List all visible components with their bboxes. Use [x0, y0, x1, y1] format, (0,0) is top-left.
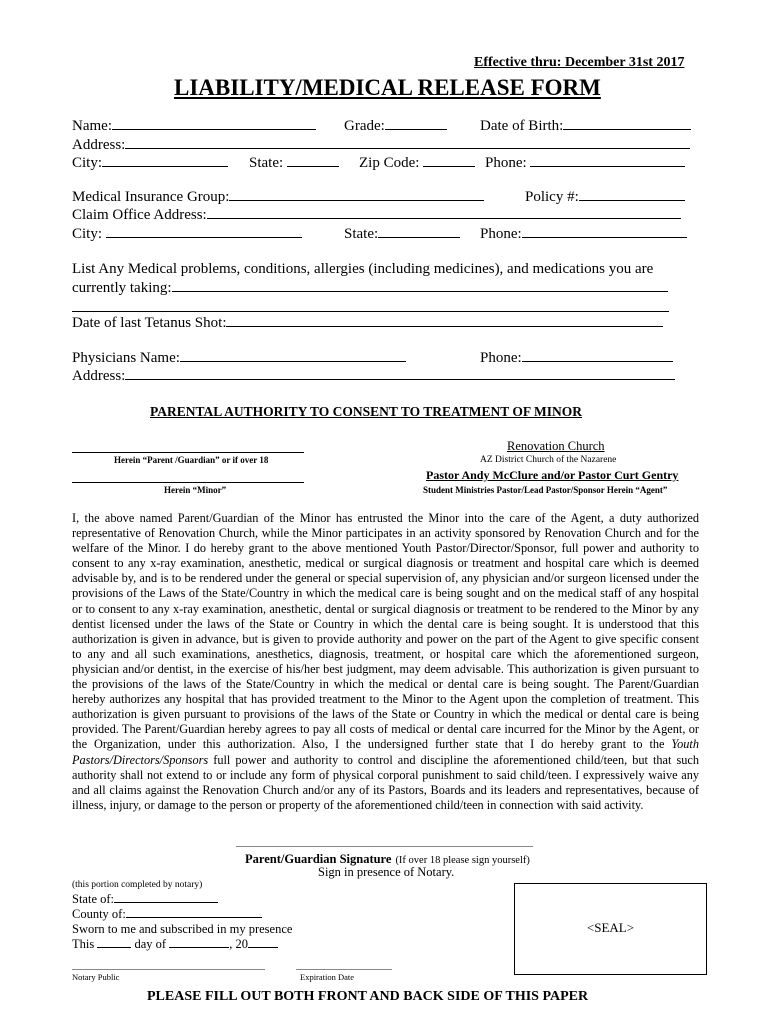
physician-name-row — [72, 349, 406, 367]
guardian-signature-label: Parent/Guardian Signature — [245, 852, 392, 866]
dob-label: Date of Birth: — [480, 118, 564, 134]
policy-field[interactable] — [579, 188, 685, 201]
insurance-group-field[interactable] — [229, 188, 484, 201]
address-row — [72, 136, 690, 154]
policy-row — [525, 188, 685, 206]
notary-state-field[interactable] — [114, 892, 218, 903]
state-label: State: — [249, 155, 284, 171]
notary-this-label: This — [72, 937, 95, 951]
authorization-text-part2: full power and authority to control and discipline the aforementioned child/teen, but that such authority shall not extend to or include any form of physical corporal punishment to said child/teen. I expressively waive any and all claims against the Renovation Church and/or any of its Pastors, Boards and its leaders and representatives, because of illness, injury, or damage to the person or property of the aforementioned child/teen in connection with said activity. — [72, 752, 699, 812]
notary-state-row — [72, 892, 218, 907]
physician-name-label: Physicians Name: — [72, 350, 180, 366]
notary-day-of-label: day of — [134, 937, 167, 951]
policy-label: Policy #: — [525, 189, 579, 205]
ins-city-label: City: — [72, 226, 103, 242]
minor-name-line[interactable] — [72, 482, 304, 483]
name-field[interactable] — [112, 117, 316, 130]
address-label: Address: — [72, 137, 126, 153]
expiration-line[interactable] — [296, 969, 392, 970]
notary-public-label: Notary Public — [72, 972, 120, 982]
ins-state-row — [344, 225, 460, 243]
ins-phone-field[interactable] — [522, 225, 687, 238]
seal-label: <SEAL> — [586, 920, 635, 935]
physician-address-row — [72, 367, 675, 385]
medical-label: currently taking: — [72, 280, 172, 296]
grade-label: Grade: — [344, 118, 385, 134]
ins-phone-row — [480, 225, 687, 243]
phone-field[interactable] — [530, 154, 685, 167]
grade-row — [344, 117, 447, 135]
parent-name-line[interactable] — [72, 452, 304, 453]
footer-instruction: PLEASE FILL OUT BOTH FRONT AND BACK SIDE OF THIS PAPER — [147, 989, 589, 1004]
state-row — [249, 154, 339, 172]
physician-name-field[interactable] — [180, 349, 406, 362]
zip-field[interactable] — [423, 154, 475, 167]
authorization-paragraph — [72, 511, 699, 813]
notary-date-row — [72, 937, 278, 952]
ins-city-row — [72, 225, 302, 243]
tetanus-label: Date of last Tetanus Shot: — [72, 315, 227, 331]
notary-county-row — [72, 907, 262, 922]
claim-office-field[interactable] — [207, 206, 681, 219]
medical-field[interactable] — [172, 279, 668, 292]
pastors-names: Pastor Andy McClure and/or Pastor Curt Gentry — [426, 468, 679, 482]
claim-office-label: Claim Office Address: — [72, 207, 207, 223]
physician-phone-field[interactable] — [522, 349, 673, 362]
medical-extra-line[interactable] — [72, 311, 669, 312]
notary-county-label: County of: — [72, 907, 126, 921]
expiration-label: Expiration Date — [300, 972, 355, 982]
notary-county-field[interactable] — [126, 907, 262, 918]
church-name: Renovation Church — [507, 439, 605, 453]
pastors-caption: Student Ministries Pastor/Lead Pastor/Sponsor Herein “Agent” — [423, 485, 668, 495]
church-district: AZ District Church of the Nazarene — [480, 455, 617, 465]
zip-row — [359, 154, 475, 172]
ins-state-label: State: — [344, 226, 379, 242]
address-field[interactable] — [125, 136, 690, 149]
consent-heading: PARENTAL AUTHORITY TO CONSENT TO TREATMENT OF MINOR — [150, 404, 582, 419]
form-title: LIABILITY/MEDICAL RELEASE FORM — [174, 75, 601, 100]
tetanus-row — [72, 314, 663, 332]
city-row — [72, 154, 228, 172]
dob-row — [480, 117, 691, 135]
physician-phone-label: Phone: — [480, 350, 522, 366]
notary-day-field[interactable] — [97, 937, 131, 948]
name-label: Name: — [72, 118, 112, 134]
notary-month-field[interactable] — [169, 937, 229, 948]
phone-label: Phone: — [485, 155, 527, 171]
minor-caption: Herein “Minor” — [164, 485, 227, 495]
effective-date: Effective thru: December 31st 2017 — [474, 55, 685, 70]
tetanus-field[interactable] — [226, 314, 663, 327]
notary-year-field[interactable] — [248, 937, 278, 948]
ins-phone-label: Phone: — [480, 226, 522, 242]
notary-year-label: , 20 — [229, 937, 248, 951]
notary-seal-box — [514, 883, 707, 975]
notary-presence: Sign in presence of Notary. — [318, 865, 455, 879]
notary-public-line[interactable] — [72, 969, 265, 970]
name-row — [72, 117, 316, 135]
dob-field[interactable] — [563, 117, 691, 130]
phone-row — [485, 154, 685, 172]
zip-label: Zip Code: — [359, 155, 420, 171]
guardian-signature-note: (If over 18 please sign yourself) — [395, 855, 530, 866]
physician-address-field[interactable] — [125, 367, 675, 380]
notary-state-label: State of: — [72, 892, 115, 906]
parent-caption: Herein “Parent /Guardian” or if over 18 — [114, 455, 269, 465]
medical-prompt: List Any Medical problems, conditions, allergies (including medicines), and medications you are — [72, 261, 654, 277]
city-label: City: — [72, 155, 103, 171]
notary-sworn: Sworn to me and subscribed in my presence — [72, 922, 293, 936]
guardian-signature-line[interactable] — [236, 846, 533, 847]
physician-address-label: Address: — [72, 368, 126, 384]
ins-state-field[interactable] — [378, 225, 460, 238]
claim-office-row — [72, 206, 681, 224]
physician-phone-row — [480, 349, 673, 367]
ins-city-field[interactable] — [106, 225, 302, 238]
insurance-group-row — [72, 188, 484, 206]
authorization-text-part1: I, the above named Parent/Guardian of the Minor has entrusted the Minor into the care of the Agent, a duty authorized representative of Renovation Church, while the Minor participates in an activity sponsored by Renovation Church and for the welfare of the Minor. I do hereby grant to the above mentioned Youth Pastor/Director/Sponsor, full power and authority to consent to any x-ray examination, anesthetic, medical or surgical diagnosis or treatment and hospital care which is deemed advisable by, and is to be rendered under the general or special supervision of, any physician and/or surgeon licensed under the provisions of the Laws of the State/Country in which the medical care is being sought and on the medical staff of any hospital or to consent to any x-ray examination, anesthetic, dental or surgical diagnosis or treatment to be rendered to the Minor by any dentist licensed under the laws of the State or Country in which the dental care is being sought. It is understood that this authorization is given in advance, but is given to provide authority and power on the part of the Agent to give specific consent to any and all such examinations, anesthetics, diagnosis, treatment, or hospital care which the aforementioned surgeon, physician and/or dentist, in the exercise of his/her best judgment, may deem advisable. This authorization is given pursuant to the provisions of the laws of the State/Country in which the medical or dental care is being sought. The Parent/Guardian hereby authorizes any hospital that has provided treatment to the Minor to the Agent upon the completion of treatment. This authorization is given pursuant to provisions of the laws of the State or Country in which the medical or dental care is being provided. The Parent/Guardian hereby agrees to pay all costs of medical or dental care incurred for the Minor by the Agent, or the Organization, under this authorization. Also, I the undersigned further state that I do hereby grant to the — [72, 511, 699, 752]
city-field[interactable] — [102, 154, 228, 167]
medical-row — [72, 279, 668, 297]
state-field[interactable] — [287, 154, 339, 167]
grade-field[interactable] — [385, 117, 447, 130]
insurance-group-label: Medical Insurance Group: — [72, 189, 230, 205]
notary-note: (this portion completed by notary) — [72, 880, 203, 890]
authorization-text-italic: Youth Pastors/Directors/Sponsors — [72, 737, 699, 767]
